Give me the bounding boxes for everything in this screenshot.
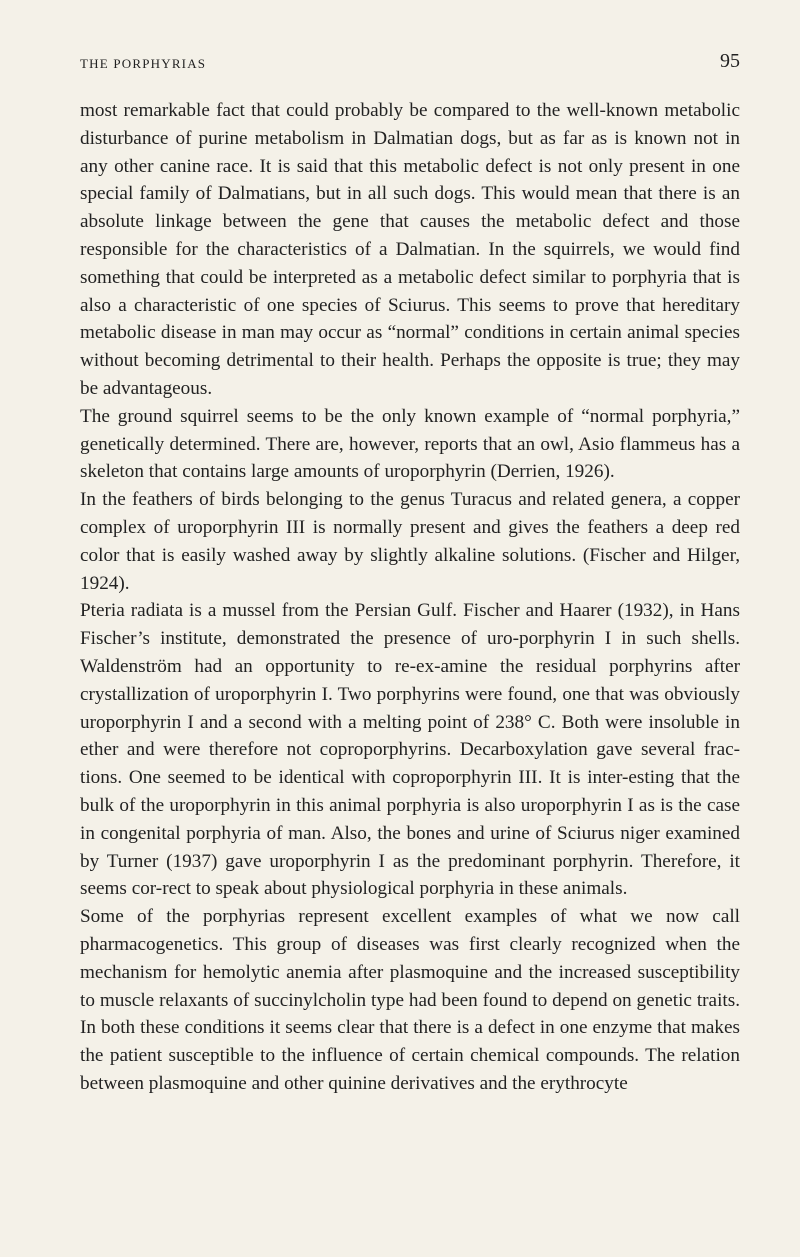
body-text [80, 97, 740, 1098]
page-header [80, 50, 740, 80]
running-head: THE PORPHYRIAS [80, 56, 207, 71]
paragraph-pharmacogenetics: Some of the porphyrias represent excellent examples of what we now call pharmacogenetics. This group of diseases was first clearly recognized when the mechanism for hemolytic anemia after plasmoquine and the increased susceptibility to muscle relaxants of succinylcholin type had been found to depend on genetic traits. In both these conditions it seems clear that there is a defect in one enzyme that makes the patient susceptible to the influence of certain chemical compounds. The relation between plasmoquine and other quinine derivatives and the erythrocyte [80, 906, 740, 1094]
paragraph-turacus: In the feathers of birds belonging to the genus Turacus and related genera, a copper complex of uroporphyrin III is normally present and gives the feathers a deep red color that is easily washed away by slightly alkaline solutions. (Fischer and Hilger, 1924). [80, 489, 740, 594]
paragraph-pteria-radiata: Pteria radiata is a mussel from the Persian Gulf. Fischer and Haarer (1932), in Hans Fischer’s institute, demonstrated the presence of uro-porphyrin I in such shells. Waldenström had an opportunity to re-ex-amine the residual porphyrins after crystallization of uroporphyrin I. Two porphyrins were found, one that was obviously uroporphyrin I and a second with a melting point of 238° C. Both were insoluble in ether and were therefore not coproporphyrins. Decarboxylation gave several frac-tions. One seemed to be identical with coproporphyrin III. It is inter-esting that the bulk of the uroporphyrin in this animal porphyria is also uroporphyrin I as is the case in congenital porphyria of man. Also, the bones and urine of Sciurus niger examined by Turner (1937) gave uroporphyrin I as the predominant porphyrin. Therefore, it seems cor-rect to speak about physiological porphyria in these animals. [80, 600, 740, 900]
paragraph-ground-squirrel: The ground squirrel seems to be the only known example of “normal porphyria,” genetically determined. There are, however, reports that an owl, Asio flammeus has a skeleton that contains large amounts of uroporphyrin (Derrien, 1926). [80, 405, 740, 483]
paragraph-dalmatian: most remarkable fact that could probably be compared to the well-known metabolic disturbance of purine metabolism in Dalmatian dogs, but as far as is known not in any other canine race. It is said that this metabolic defect is not only present in one special family of Dalmatians, but in all such dogs. This would mean that there is an absolute linkage between the gene that causes the metabolic defect and those responsible for the characteristics of a Dalmatian. In the squirrels, we would find something that could be interpreted as a metabolic defect similar to porphyria that is also a characteristic of one species of Sciurus. This seems to prove that hereditary metabolic disease in man may occur as “normal” conditions in certain animal species without becoming detrimental to their health. Perhaps the opposite is true; they may be advantageous. [80, 100, 740, 399]
page-number: 95 [720, 50, 740, 72]
